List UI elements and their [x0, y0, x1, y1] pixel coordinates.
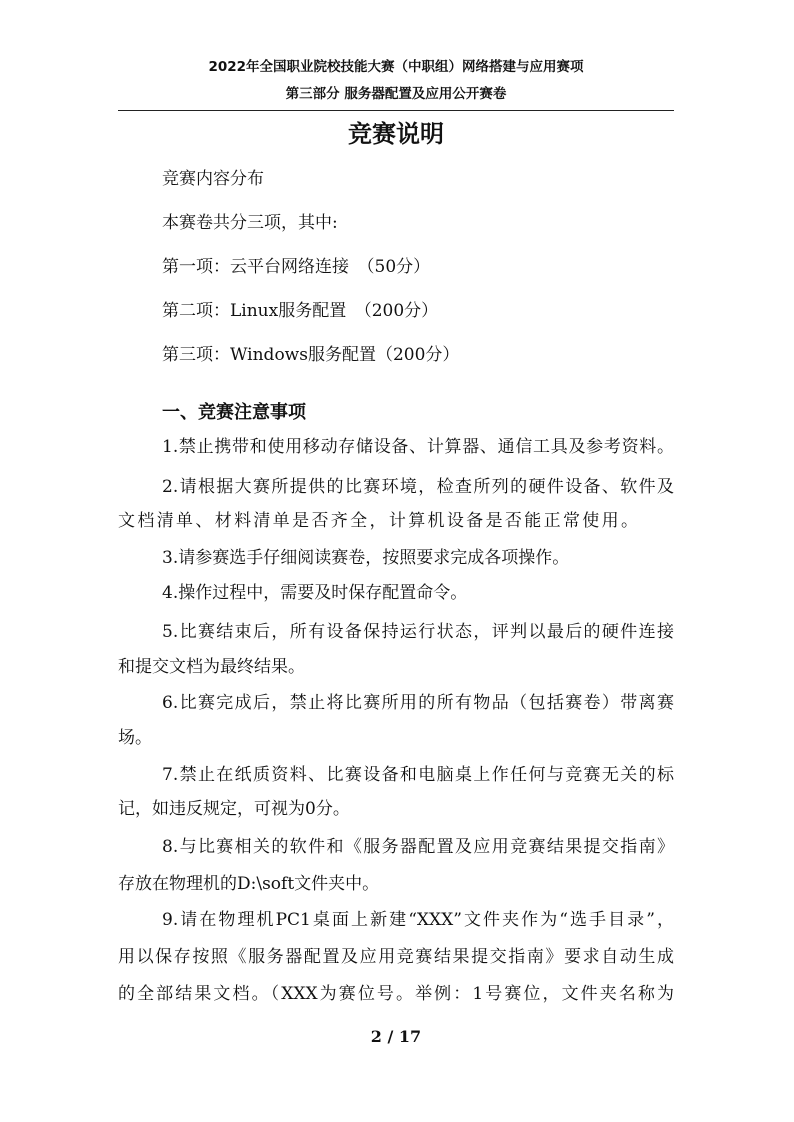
distribution-title: 竞赛内容分布 [162, 169, 264, 189]
rule-line: 3.请参赛选手仔细阅读赛卷，按照要求完成各项操作。 [162, 548, 570, 568]
item-1: 第一项：云平台网络连接 （50分） [162, 257, 431, 277]
header-divider [118, 110, 674, 111]
rule-line: 2.请根据大赛所提供的比赛环境，检查所列的硬件设备、软件及 [162, 477, 674, 497]
rule-line: 记，如违反规定，可视为0分。 [118, 799, 350, 819]
rule-line: 1.禁止携带和使用移动存储设备、计算器、通信工具及参考资料。 [162, 437, 674, 457]
rule-line: 存放在物理机的D:\soft文件夹中。 [118, 874, 380, 894]
rule-line: 场。 [118, 728, 152, 748]
rule-line: 和提交文档为最终结果。 [118, 657, 305, 677]
header-competition-title: 2022年全国职业院校技能大赛（中职组）网络搭建与应用赛项 [208, 59, 584, 75]
rule-line: 7.禁止在纸质资料、比赛设备和电脑桌上作任何与竞赛无关的标 [162, 765, 674, 785]
rule-line: 5.比赛结束后，所有设备保持运行状态，评判以最后的硬件连接 [162, 622, 674, 642]
item-3: 第三项：Windows服务配置（200分） [162, 345, 460, 365]
rule-line: 的全部结果文档。（XXX为赛位号。举例：1号赛位，文件夹名称为 [118, 984, 674, 1004]
page-number: 2 / 17 [370, 1027, 422, 1046]
rule-line: 4.操作过程中，需要及时保存配置命令。 [162, 583, 468, 603]
intro-line: 本赛卷共分三项，其中: [162, 213, 338, 233]
rule-line: 用以保存按照《服务器配置及应用竞赛结果提交指南》要求自动生成 [118, 947, 674, 967]
page-title: 竞赛说明 [348, 120, 444, 148]
rule-line: 9.请在物理机PC1桌面上新建“XXX”文件夹作为“选手目录”， [162, 910, 674, 930]
header-part-title: 第三部分 服务器配置及应用公开赛卷 [285, 86, 507, 102]
rule-line: 文档清单、材料清单是否齐全，计算机设备是否能正常使用。 [118, 511, 638, 531]
rule-line: 8.与比赛相关的软件和《服务器配置及应用竞赛结果提交指南》 [162, 837, 674, 857]
item-2: 第二项：Linux服务配置 （200分） [162, 301, 439, 321]
section-heading-rules: 一、竞赛注意事项 [162, 402, 306, 423]
rule-line: 6.比赛完成后，禁止将比赛所用的所有物品（包括赛卷）带离赛 [162, 693, 674, 713]
